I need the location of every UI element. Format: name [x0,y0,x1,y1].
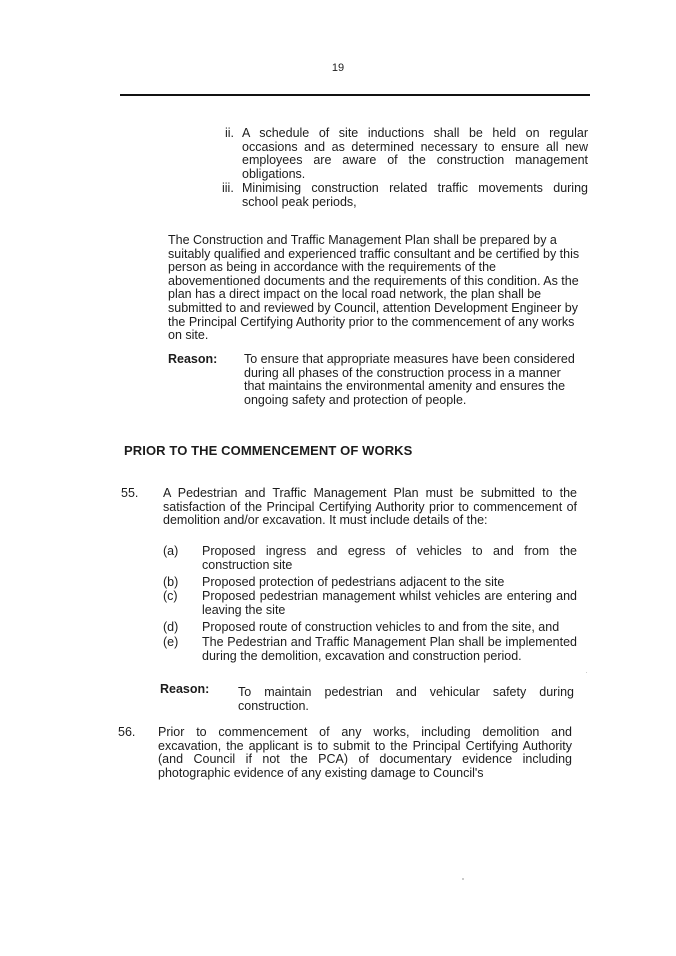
reason-label: Reason: [168,352,218,366]
reason-55-text: To maintain pedestrian and vehicular safety during construction. [238,685,574,713]
header-rule [120,94,590,96]
item-e-marker: (e) [163,635,179,649]
item-e-text: The Pedestrian and Traffic Management Plan shall be implemented during the demolition, excavation and construction period. [202,635,577,663]
condition-56-number: 56. [118,725,136,739]
list-marker-ii: ii. [225,126,235,140]
item-d-marker: (d) [163,620,179,634]
item-c-marker: (c) [163,589,178,603]
condition-55-number: 55. [121,486,139,500]
item-b-marker: (b) [163,575,179,589]
ctmp-paragraph: The Construction and Traffic Management Plan shall be prepared by a suitably qualified and experienced traffic consultant and be certified by this person as being in accordance with the requirements of the abovementioned documents and the requirements of this condition. As the plan has a direct impact on the local road network, the plan shall be submitted to and reviewed by Council, attention Development Engineer by the Principal Certifying Authority prior to the commencement of any works on site. [168,233,580,343]
item-c-text: Proposed pedestrian management whilst vehicles are entering and leaving the site [202,589,577,617]
condition-56-text: Prior to commencement of any works, including demolition and excavation, the applicant is to submit to the Principal Certifying Authority (and Council if not the PCA) of documentary evidence including photographic evidence of any existing damage to Council's [158,725,572,780]
item-b-text: Proposed protection of pedestrians adjacent to the site [202,575,505,589]
condition-55-text: A Pedestrian and Traffic Management Plan must be submitted to the satisfaction of the Principal Certifying Authority prior to commencement of demolition and/or excavation. It must include details of the: [163,486,577,528]
list-item-ii: A schedule of site inductions shall be held on regular occasions and as determined necessary to ensure all new employees are aware of the construction management obligations. [242,126,588,181]
item-a-text: Proposed ingress and egress of vehicles to and from the construction site [202,544,577,572]
list-item-iii: Minimising construction related traffic movements during school peak periods, [242,181,588,209]
item-d-text: Proposed route of construction vehicles to and from the site, and [202,620,560,634]
reason-55-label: Reason: [160,682,210,696]
page-number: 19 [331,62,345,74]
list-marker-iii: iii. [222,181,234,195]
item-a-marker: (a) [163,544,179,558]
scan-speck [586,672,587,673]
scan-speck [462,878,464,880]
reason-text: To ensure that appropriate measures have been considered during all phases of the construction process in a manner that maintains the environmental amenity and ensures the ongoing safety and protection of people. [244,352,575,407]
section-heading: PRIOR TO THE COMMENCEMENT OF WORKS [124,443,413,458]
